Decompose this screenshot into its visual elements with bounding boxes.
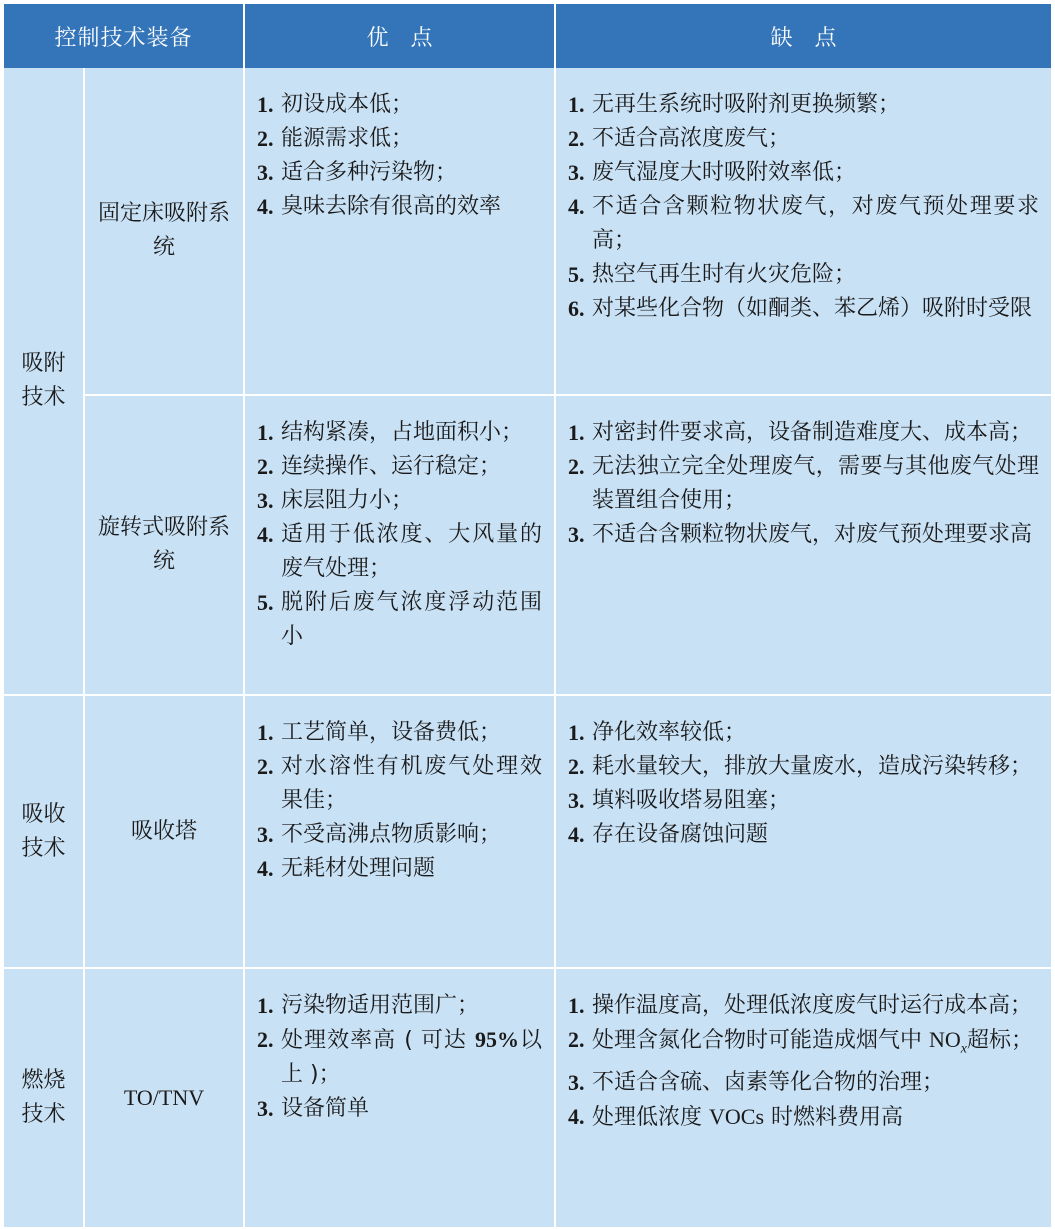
table-row bbox=[4, 968, 1051, 1228]
list-item: 2. 能源需求低； bbox=[257, 126, 414, 151]
group-absorption: 吸收技术 bbox=[4, 695, 84, 968]
header-row bbox=[4, 4, 1051, 68]
equipment-absorption-tower: 吸收塔 bbox=[84, 695, 244, 968]
list-item: 1. 污染物适用范围广； bbox=[257, 993, 480, 1018]
pros-cell bbox=[244, 395, 555, 695]
list-item: 2. 不适合高浓度废气； bbox=[568, 126, 791, 151]
header-equipment: 控制技术装备 bbox=[4, 4, 244, 68]
list-item: 4. 处理低浓度 VOCs 时燃料费用高 bbox=[568, 1104, 904, 1131]
table-row bbox=[4, 695, 1051, 968]
list-item: 4. 存在设备腐蚀问题 bbox=[568, 822, 769, 847]
list-item: 3. 填料吸收塔易阻塞； bbox=[568, 788, 791, 813]
list-item: 1. 结构紧凑，占地面积小； bbox=[257, 420, 524, 445]
equipment-rotary: 旋转式吸附系统 bbox=[84, 395, 244, 695]
list-item: 2. 处理含氮化合物时可能造成烟气中 $NO_x$超标； bbox=[568, 1027, 1034, 1057]
cons-cell bbox=[555, 68, 1051, 395]
list-item: 3. 适合多种污染物； bbox=[257, 160, 458, 185]
comparison-table bbox=[4, 4, 1051, 1229]
nox-formula: $NO_x$ bbox=[929, 1027, 968, 1057]
header-pros: 优 点 bbox=[244, 4, 555, 68]
cons-cell bbox=[555, 695, 1051, 968]
list-item: 3. 设备简单 bbox=[257, 1096, 370, 1121]
list-item: 1. 净化效率较低； bbox=[568, 720, 747, 745]
group-adsorption: 吸附技术 bbox=[4, 68, 84, 695]
list-item: 3. 不适合含颗粒物状废气，对废气预处理要求高 bbox=[568, 522, 1033, 547]
list-item: 6. 对某些化合物（如酮类、苯乙烯）吸附时受限 bbox=[568, 296, 1033, 321]
equipment-to-tnv: TO/TNV bbox=[84, 968, 244, 1228]
list-item: 5. 脱附后废气浓度浮动范围小 bbox=[257, 590, 543, 649]
list-item: 4. 适用于低浓度、大风量的废气处理； bbox=[257, 522, 543, 581]
list-item: 2. 对水溶性有机废气处理效果佳； bbox=[257, 754, 543, 813]
list-item: 2. 处理效率高 ( 可达 95%以上 )； bbox=[257, 1027, 542, 1087]
table-row bbox=[4, 68, 1051, 395]
list-item: 4. 臭味去除有很高的效率 bbox=[257, 194, 502, 219]
list-item: 2. 耗水量较大，排放大量废水，造成污染转移； bbox=[568, 754, 1033, 779]
pros-cell bbox=[244, 68, 555, 395]
equipment-fixed-bed: 固定床吸附系统 bbox=[84, 68, 244, 395]
group-combustion: 燃烧技术 bbox=[4, 968, 84, 1228]
list-item: 4. 无耗材处理问题 bbox=[257, 856, 436, 881]
pros-cell bbox=[244, 695, 555, 968]
list-item: 1. 无再生系统时吸附剂更换频繁； bbox=[568, 92, 901, 117]
list-item: 3. 床层阻力小； bbox=[257, 488, 414, 513]
list-item: 3. 不适合含硫、卤素等化合物的治理； bbox=[568, 1070, 945, 1096]
pros-cell bbox=[244, 968, 555, 1228]
list-item: 2. 连续操作、运行稳定； bbox=[257, 454, 502, 479]
header-cons: 缺 点 bbox=[555, 4, 1051, 68]
list-item: 1. 初设成本低； bbox=[257, 92, 414, 117]
cons-cell bbox=[555, 968, 1051, 1228]
list-item: 1. 操作温度高，处理低浓度废气时运行成本高； bbox=[568, 993, 1033, 1018]
list-item: 1. 对密封件要求高，设备制造难度大、成本高； bbox=[568, 420, 1033, 445]
cons-cell bbox=[555, 395, 1051, 695]
list-item: 3. 废气湿度大时吸附效率低； bbox=[568, 160, 857, 185]
list-item: 3. 不受高沸点物质影响； bbox=[257, 822, 502, 847]
table-row bbox=[4, 395, 1051, 695]
list-item: 1. 工艺简单，设备费低； bbox=[257, 720, 502, 745]
list-item: 4. 不适合含颗粒物状废气，对废气预处理要求高； bbox=[568, 194, 1040, 253]
list-item: 2. 无法独立完全处理废气，需要与其他废气处理装置组合使用； bbox=[568, 454, 1040, 513]
list-item: 5. 热空气再生时有火灾危险； bbox=[568, 262, 857, 287]
